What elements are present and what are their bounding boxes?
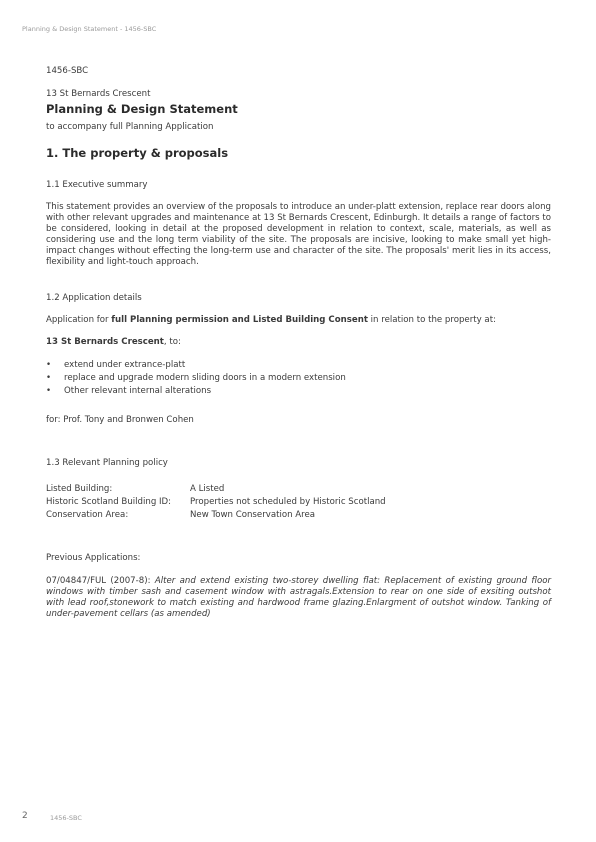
previous-applications-heading: Previous Applications: <box>46 553 141 563</box>
application-details-heading: 1.2 Application details <box>46 293 142 303</box>
document-title: Planning & Design Statement <box>46 102 238 116</box>
policy-table <box>46 484 551 521</box>
policy-label: Listed Building: <box>46 484 113 494</box>
application-intro-prefix: Application for <box>46 315 112 325</box>
policy-row <box>46 484 551 495</box>
client-line: for: Prof. Tony and Bronwen Cohen <box>46 415 194 425</box>
property-line <box>46 337 551 348</box>
footer-ref: 1456-SBC <box>50 814 82 822</box>
running-header: Planning & Design Statement - 1456-SBC <box>22 25 157 33</box>
policy-row <box>46 497 551 508</box>
executive-summary-heading: 1.1 Executive summary <box>46 180 148 190</box>
previous-application-description: Alter and extend existing two-storey dwelling flat: Replacement of existing ground floor windows with timber sash and casement window with astragals.Extension to rear on one side of exsiting outshot with lead roof,stonework to match existing and hardwood frame glazing.Enlargment of outshot window. Tanking of under-pavement cellars (as amended) <box>46 576 551 619</box>
policy-label: Conservation Area: <box>46 510 129 520</box>
document-subtitle: to accompany full Planning Application <box>46 122 214 132</box>
list-item: • extend under extrance-platt <box>46 360 551 371</box>
list-item: • replace and upgrade modern sliding doors in a modern extension <box>46 373 551 384</box>
document-ref: 1456-SBC <box>46 66 89 76</box>
policy-value: New Town Conservation Area <box>190 510 316 520</box>
property-address: 13 St Bernards Crescent <box>46 89 151 99</box>
application-intro-suffix: in relation to the property at: <box>367 315 496 325</box>
policy-value: A Listed <box>190 484 225 494</box>
previous-application <box>46 576 551 620</box>
section-heading: 1. The property & proposals <box>46 146 229 160</box>
property-name: 13 St Bernards Crescent <box>46 337 164 347</box>
proposal-list <box>46 360 551 397</box>
executive-summary-text: This statement provides an overview of the proposals to introduce an under-platt extension, replace rear doors along with other relevant upgrades and maintenance at 13 St Bernards Crescent, Edinburgh. It details a range of factors to be considered, looking in detail at the proposed development in relation to context, scale, materials, as well as considering use and the long term viability of the site. The proposals are incisive, looking to make small yet high-impact changes without effecting the long-term use and character of the site. The proposals' merit lies in its access, flexibility and light-touch approach. <box>46 202 551 267</box>
list-item: • Other relevant internal alterations <box>46 386 551 397</box>
policy-row <box>46 510 551 521</box>
application-type: full Planning permission and Listed Building Consent <box>111 315 368 325</box>
planning-policy-heading: 1.3 Relevant Planning policy <box>46 458 168 468</box>
application-intro <box>46 315 551 326</box>
policy-label: Historic Scotland Building ID: <box>46 497 172 507</box>
policy-value: Properties not scheduled by Historic Scotland <box>190 497 386 507</box>
previous-application-ref: 07/04847/FUL (2007-8): <box>46 576 155 586</box>
property-line-suffix: , to: <box>163 337 181 347</box>
document-body <box>46 66 551 620</box>
page-number: 2 <box>22 811 28 821</box>
